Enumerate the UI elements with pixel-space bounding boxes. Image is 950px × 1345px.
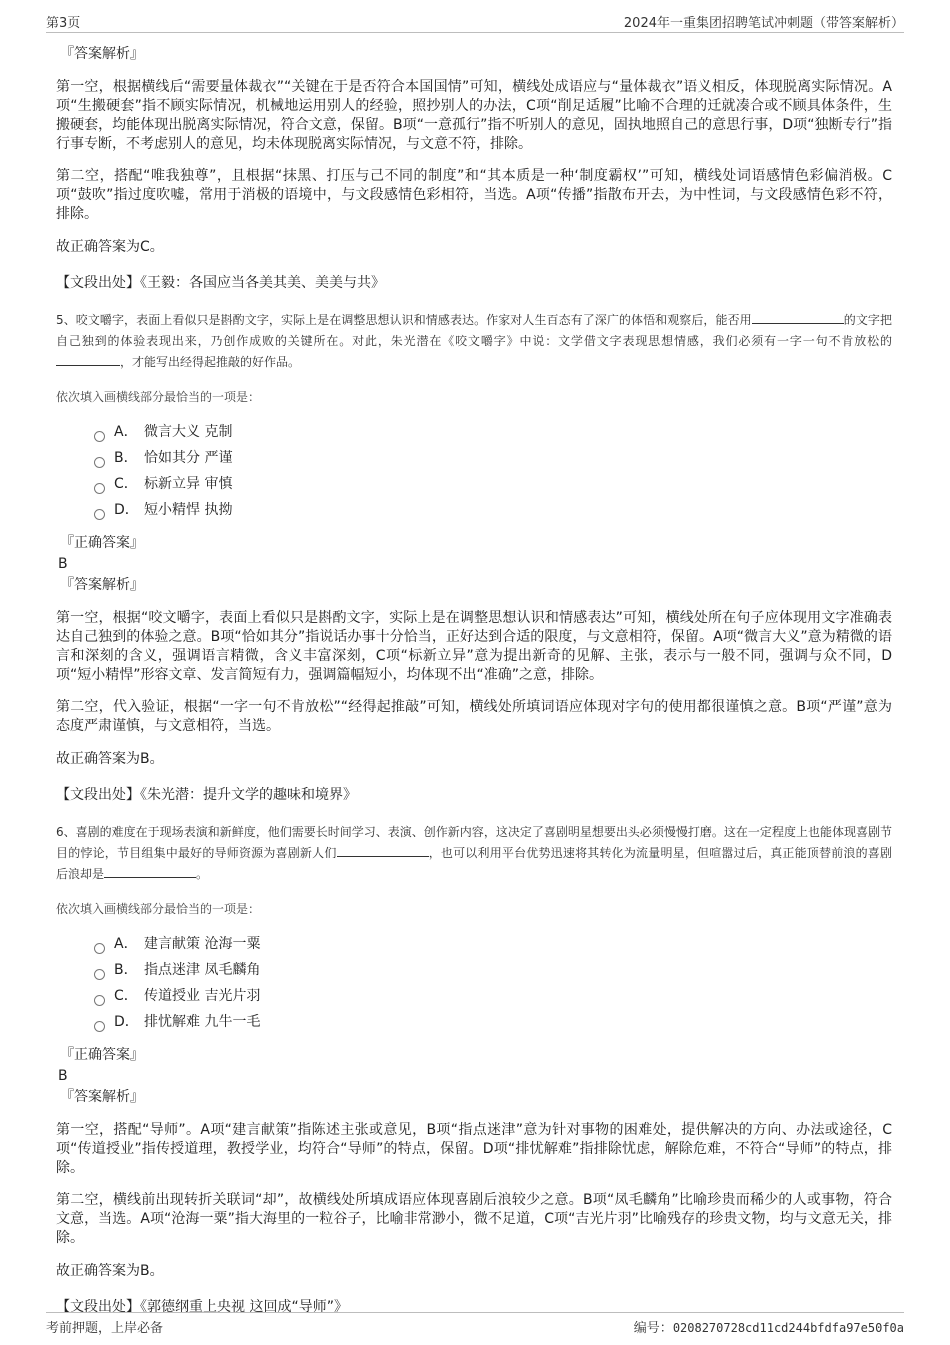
option-letter: D． [114,1014,139,1030]
option-letter: B． [114,450,138,466]
analysis-tag: 『答案解析』 [60,1089,144,1105]
option-text: 标新立异 审慎 [144,476,233,492]
option-letter: A． [114,424,138,440]
radio-icon[interactable] [94,1021,105,1032]
option-text: 微言大义 克制 [144,424,233,440]
radio-icon[interactable] [94,509,105,520]
question-text: 。 [196,867,209,881]
analysis-tag: 『答案解析』 [60,577,144,593]
page-number: 第3页 [46,16,81,31]
option-a[interactable] [94,419,892,445]
question-text: ，才能写出经得起推敲的好作品。 [120,355,301,369]
option-b[interactable] [94,957,892,983]
final-answer: 故正确答案为B。 [56,1263,164,1279]
radio-icon[interactable] [94,483,105,494]
radio-icon[interactable] [94,969,105,980]
question-prompt: 依次填入画横线部分最恰当的一项是： [56,902,261,916]
option-c[interactable] [94,983,892,1009]
blank-line [337,844,429,857]
question-text: ，也可以利用平台优势迅速将其转化为流量明星，但喧嚣过后，真正能顶替前浪的喜剧后浪却是 [56,846,892,881]
option-text: 短小精悍 执拗 [144,502,233,518]
document-body [56,44,892,1315]
source-citation: 【文段出处】《王毅：各国应当各美其美、美美与共》 [56,275,385,291]
option-text: 恰如其分 严谨 [144,450,233,466]
radio-icon[interactable] [94,995,105,1006]
option-letter: A． [114,936,138,952]
radio-icon[interactable] [94,943,105,954]
final-answer: 故正确答案为C。 [56,239,164,255]
question-prompt: 依次填入画横线部分最恰当的一项是： [56,390,261,404]
blank-line [104,865,196,878]
option-a[interactable] [94,931,892,957]
blank-line [56,353,120,366]
source-citation: 【文段出处】《朱光潜：提升文学的趣味和境界》 [56,787,357,803]
analysis-paragraph: 第二空，代入验证，根据“一字一句不肯放松”“经得起推敲”可知，横线处所填词语应体现对字句的使用都很谨慎之意。B项“严谨”意为态度严肃谨慎，与文意相符，当选。 [56,699,892,734]
correct-answer-tag: 『正确答案』 [60,535,144,551]
question-text: 6、喜剧的难度在于现场表演和新鲜度，他们需要长时间学习、表演、创作新内容，这决定了喜剧明星想要出头必须慢慢打磨。这在一定程度上也能体现喜剧节目的悖论，节目组集中最好的导师资源为喜剧新人们 [56,825,892,860]
analysis-paragraph: 第二空，横线前出现转折关联词“却”，故横线处所填成语应体现喜剧后浪较少之意。B项“凤毛麟角”比喻珍贵而稀少的人或事物，符合文意，当选。A项“沧海一粟”指大海里的一粒谷子，比喻非常渺小，微不足道，C项“吉光片羽”比喻残存的珍贵文物，均与文意无关，排除。 [56,1192,892,1246]
correct-answer-tag: 『正确答案』 [60,1047,144,1063]
option-text: 传道授业 吉光片羽 [144,988,261,1004]
analysis-paragraph: 第一空，搭配“导师”。A项“建言献策”指陈述主张或意见，B项“指点迷津”意为针对事物的困难处，提供解决的方向、办法或途径，C项“传道授业”指传授道理，教授学业，均符合“导师”的特点，保留。D项“排忧解难”指排除忧虑，解除危难，不符合“导师”的特点，排除。 [56,1122,892,1176]
option-d[interactable] [94,497,892,523]
analysis-tag: 『答案解析』 [60,46,144,62]
option-letter: C． [114,476,138,492]
analysis-paragraph: 第一空，根据横线后“需要量体裁衣”“关键在于是否符合本国国情”可知，横线处成语应与“量体裁衣”语义相反，体现脱离实际情况。A项“生搬硬套”指不顾实际情况，机械地运用别人的经验，照抄别人的办法，C项“削足适履”比喻不合理的迁就凑合或不顾具体条件，生搬硬套，均能体现出脱离实际情况，符合文意，保留。B项“一意孤行”指不听别人的意见，固执地照自己的意思行事，D项“独断专行”指行事专断，不考虑别人的意见，均未体现脱离实际情况，与文意不符，排除。 [56,79,892,152]
option-letter: D． [114,502,139,518]
question-6-text [56,822,892,885]
footer-slogan: 考前押题，上岸必备 [46,1321,164,1336]
option-text: 排忧解难 九牛一毛 [144,1014,261,1030]
page-header [46,10,904,33]
option-d[interactable] [94,1009,892,1035]
question-text: 5、咬文嚼字，表面上看似只是斟酌文字，实际上是在调整思想认识和情感表达。作家对人生百态有了深广的体悟和观察后，能否用 [56,313,752,327]
analysis-paragraph: 第二空，搭配“唯我独尊”，且根据“抹黑、打压与己不同的制度”和“其本质是一种‘制度霸权’”可知，横线处词语感情色彩偏消极。C项“鼓吹”指过度吹嘘，常用于消极的语境中，与文段感情色彩相符，当选。A项“传播”指散布开去，为中性词，与文段感情色彩不符，排除。 [56,168,892,222]
option-letter: B． [114,962,138,978]
document-id-label: 编号： [633,1321,673,1336]
document-id-value: 0208270728cd11cd244bfdfa97e50f0a [672,1321,904,1335]
correct-answer: B [58,1068,68,1084]
correct-answer: B [58,556,68,572]
analysis-paragraph: 第一空，根据“咬文嚼字，表面上看似只是斟酌文字，实际上是在调整思想认识和情感表达”可知，横线处所在句子应体现用文字准确表达自己独到的体验之意。B项“恰如其分”指说话办事十分恰当，正好达到合适的限度，与文意相符，保留。A项“微言大义”意为精微的语言和深刻的含义，强调语言精微，含义丰富深刻，C项“标新立异”意为提出新奇的见解、主张，表示与一般不同，强调与众不同，D项“短小精悍”形容文章、发言简短有力，强调篇幅短小，均体现不出“准确”之意，排除。 [56,610,892,683]
final-answer: 故正确答案为B。 [56,751,164,767]
radio-icon[interactable] [94,457,105,468]
document-title: 2024年一重集团招聘笔试冲刺题（带答案解析） [623,16,904,31]
radio-icon[interactable] [94,431,105,442]
source-citation: 【文段出处】《郭德纲重上央视 这回成“导师”》 [56,1299,348,1315]
option-c[interactable] [94,471,892,497]
option-b[interactable] [94,445,892,471]
question-text: 的文字把自己独到的体验表现出来，乃创作成败的关键所在。对此，朱光潜在《咬文嚼字》中说：文学借文字表现思想情感，我们必须有一字一句不肯放松的 [56,313,892,348]
document-id [634,1317,904,1336]
question-5-options [94,419,892,523]
page-footer [46,1312,904,1336]
option-text: 指点迷津 凤毛麟角 [144,962,261,978]
blank-line [752,311,844,324]
question-6-options [94,931,892,1035]
option-text: 建言献策 沧海一粟 [144,936,261,952]
question-5-text [56,310,892,373]
option-letter: C． [114,988,138,1004]
